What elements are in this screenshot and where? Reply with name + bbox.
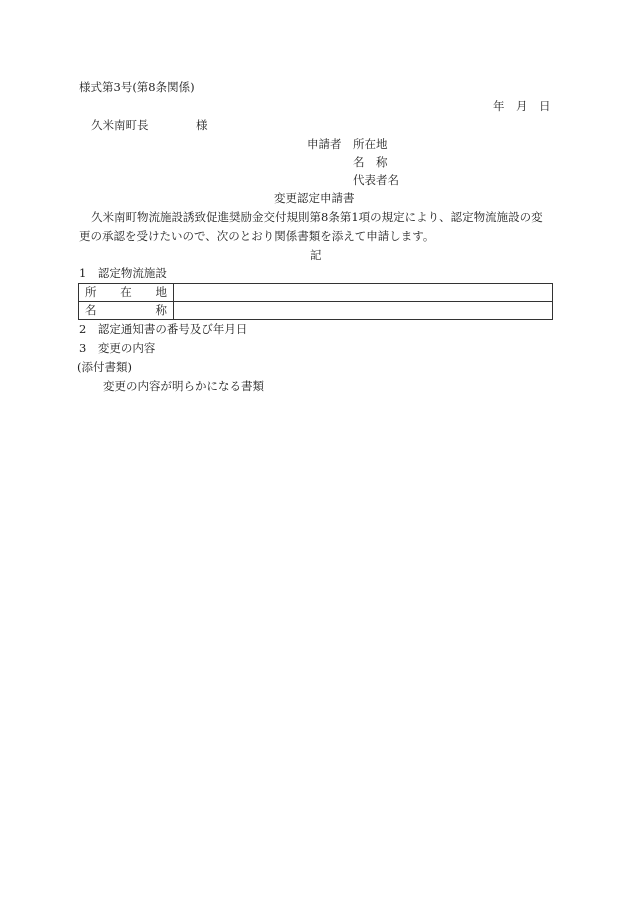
applicant-name-label: 名 称 [353,155,388,169]
label-char: 地 [155,284,167,299]
applicant-representative-label: 代表者名 [353,173,399,187]
body-line-2: 更の承認を受けたいので、次のとおり関係書類を添えて申請します。 [79,229,435,243]
item-2-heading: 2 認定通知書の番号及び年月日 [79,322,248,336]
label-char: 所 [85,284,97,299]
date-line: 年 月 日 [493,99,551,113]
facility-table [78,283,553,320]
table-cell-value [174,302,553,320]
body-line-1: 久米南町物流施設誘致促進奨励金交付規則第8条第1項の規定により、認定物流施設の変 [91,210,543,224]
label-char: 称 [155,302,167,317]
applicant-address-label: 所在地 [353,137,388,151]
addressee: 久米南町長 [91,118,149,132]
ki-heading: 記 [310,248,322,262]
table-cell-label [79,302,174,320]
item-3-heading: 3 変更の内容 [79,341,156,355]
applicant-label: 申請者 [307,137,342,151]
document-title: 変更認定申請書 [274,191,355,205]
table-cell-value [174,284,553,302]
table-row [79,302,553,320]
attachments-label: (添付書類) [77,360,132,374]
honorific: 様 [196,118,208,132]
label-char: 在 [120,284,132,299]
table-cell-label [79,284,174,302]
item-1-heading: 1 認定物流施設 [79,266,167,280]
table-row [79,284,553,302]
label-char: 名 [85,302,97,317]
form-number: 様式第3号(第8条関係) [79,80,195,94]
attachments-item: 変更の内容が明らかになる書類 [103,379,264,393]
